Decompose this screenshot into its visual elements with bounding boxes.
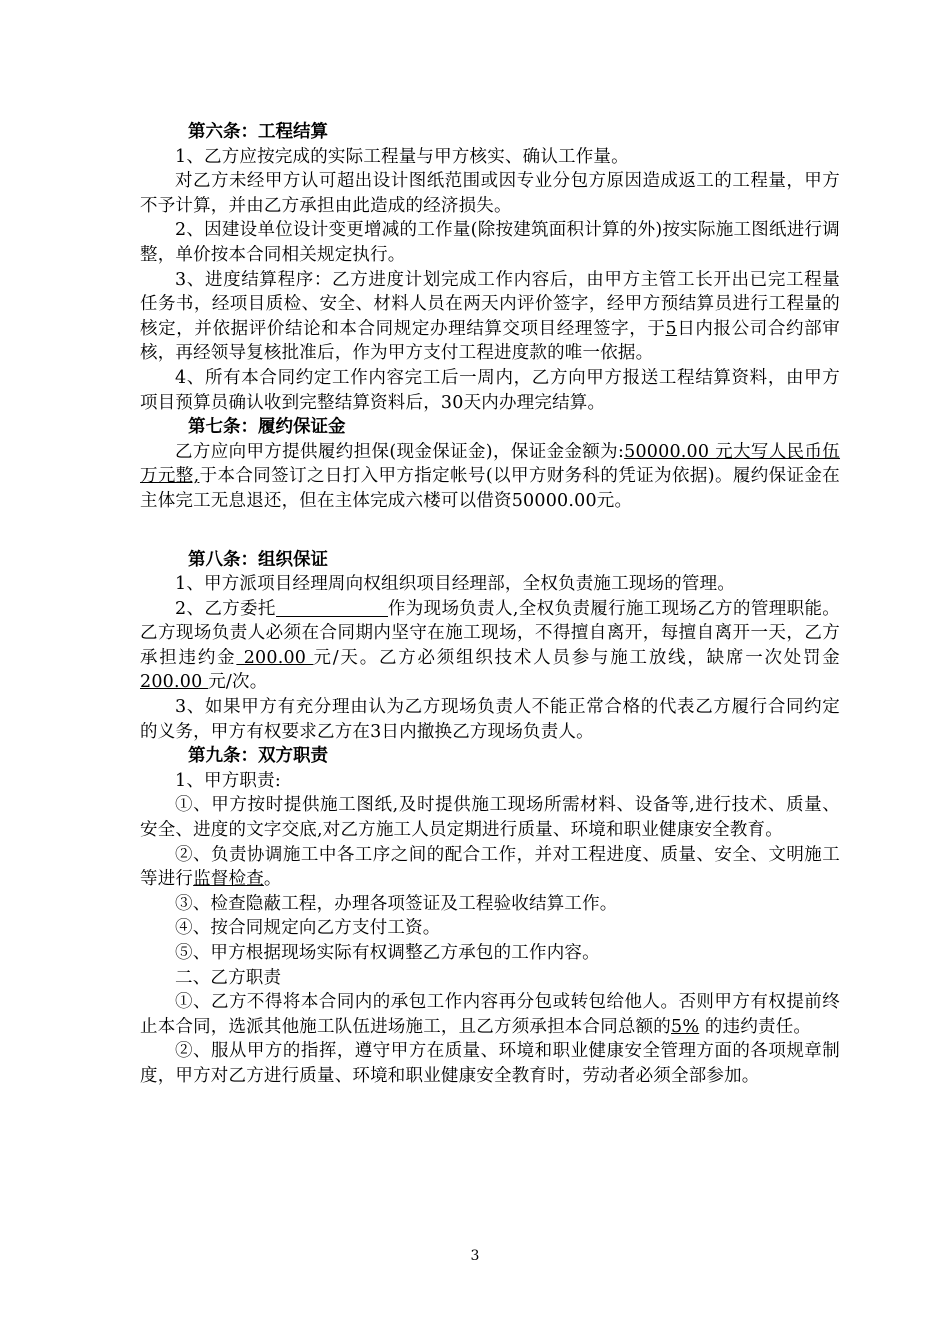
s9-item-3: ③、检查隐蔽工程，办理各项签证及工程验收结算工作。 — [175, 893, 618, 914]
s7-amount: 50000.00 元大写人民币伍万元整, — [140, 441, 841, 487]
s9-b-item-1 — [140, 990, 840, 1039]
document-body — [140, 120, 840, 1089]
s7-para — [140, 440, 840, 514]
s8-para-2 — [140, 597, 840, 695]
responsible-person-blank — [276, 598, 388, 617]
s9-party-a-heading: 1、甲方职责: — [175, 770, 281, 791]
penalty-percent: 5% — [671, 1016, 700, 1037]
daily-penalty-amount: 200.00 — [236, 647, 314, 668]
s6-para-4 — [140, 268, 840, 366]
page-number: 3 — [470, 1248, 480, 1264]
s8-para-2-b: 作为现场负责人,全权负责履行施工现场乙方的管理职能。乙方现场负责人必须在合同期内坚守在施工现场，不得擅自离开，每擅自离开一天，乙方承担违约金 — [140, 598, 840, 668]
s8-para-3: 3、如果甲方有充分理由认为乙方现场负责人不能正常合格的代表乙方履行合同约定的义务，甲方有权要求乙方在3日内撤换乙方现场负责人。 — [140, 697, 840, 742]
s9-b-item-1-a: ①、乙方不得将本合同内的承包工作内容再分包或转包给他人。否则甲方有权提前终止本合同，选派其他施工队伍进场施工，且乙方须承担本合同总额的 — [140, 992, 840, 1037]
s9-item-5: ⑤、甲方根据现场实际有权调整乙方承包的工作内容。 — [175, 943, 600, 963]
s6-para-4-b: 日内报公司合约部审核，再经领导复核批准后，作为甲方支付工程进度款的唯一依据。 — [140, 318, 840, 364]
s9-item-2-b: 。 — [263, 869, 282, 890]
s6-para-1: 1、乙方应按完成的实际工程量与甲方核实、确认工作量。 — [175, 146, 629, 167]
section-8-title: 第八条：组织保证 — [188, 549, 328, 570]
section-6-title: 第六条：工程结算 — [188, 122, 328, 142]
s9-party-b-heading: 二、乙方职责 — [175, 967, 282, 988]
s7-para-b: 于本合同签订之日打入甲方指定帐号(以甲方财务科的凭证为依据)。履约保证金在主体完工无息退还，但在主体完成六楼可以借资50000.00元。 — [140, 466, 840, 511]
s6-para-2: 对乙方未经甲方认可超出设计图纸范围或因专业分包方原因造成返工的工程量，甲方不予计算，并由乙方承担由此造成的经济损失。 — [140, 171, 840, 216]
s9-b-item-1-b: 的违约责任。 — [699, 1016, 812, 1037]
s9-item-2-underlined: 监督检查 — [193, 869, 264, 890]
section-7-title: 第七条：履约保证金 — [188, 417, 346, 438]
s6-para-5: 4、所有本合同约定工作内容完工后一周内，乙方向甲方报送工程结算资料，由甲方项目预算员确认收到完整结算资料后，30天内办理完结算。 — [140, 367, 840, 413]
s9-item-4: ④、按合同规定向乙方支付工资。 — [175, 918, 441, 939]
s8-para-2-a: 2、乙方委托 — [175, 598, 276, 619]
s8-para-2-c: 元/天。乙方必须组织技术人员参与施工放线，缺席一次处罚金 — [313, 647, 840, 668]
s9-item-2 — [140, 843, 840, 892]
s6-days-value: 5 — [665, 318, 677, 339]
s9-item-2-a: ②、负责协调施工中各工序之间的配合工作，并对工程进度、质量、安全、文明施工等进行 — [140, 844, 840, 890]
absence-penalty-amount: 200.00 — [140, 672, 209, 693]
spacer — [140, 514, 840, 548]
s8-para-1: 1、甲方派项目经理周向权组织项目经理部，全权负责施工现场的管理。 — [175, 574, 736, 595]
s9-item-1: ①、甲方按时提供施工图纸,及时提供施工现场所需材料、设备等,进行技术、质量、安全、进度的文字交底,对乙方施工人员定期进行质量、环境和职业健康安全教育。 — [140, 795, 840, 841]
section-9-title: 第九条：双方职责 — [188, 746, 328, 767]
s8-para-2-d: 元/次。 — [208, 672, 268, 693]
s7-para-a: 乙方应向甲方提供履约担保(现金保证金)，保证金金额为: — [175, 441, 625, 462]
s6-para-3: 2、因建设单位设计变更增减的工作量(除按建筑面积计算的外)按实际施工图纸进行调整，单价按本合同相关规定执行。 — [140, 220, 840, 265]
s9-b-item-2: ②、服从甲方的指挥，遵守甲方在质量、环境和职业健康安全管理方面的各项规章制度，甲方对乙方进行质量、环境和职业健康安全教育时，劳动者必须全部参加。 — [140, 1041, 840, 1086]
s6-para-4-a: 3、进度结算程序：乙方进度计划完成工作内容后，由甲方主管工长开出已完工程量任务书，经项目质检、安全、材料人员在两天内评价签字，经甲方预结算员进行工程量的核定，并依据评价结论和本合同规定办理结算交项目经理签字，于 — [140, 269, 840, 339]
